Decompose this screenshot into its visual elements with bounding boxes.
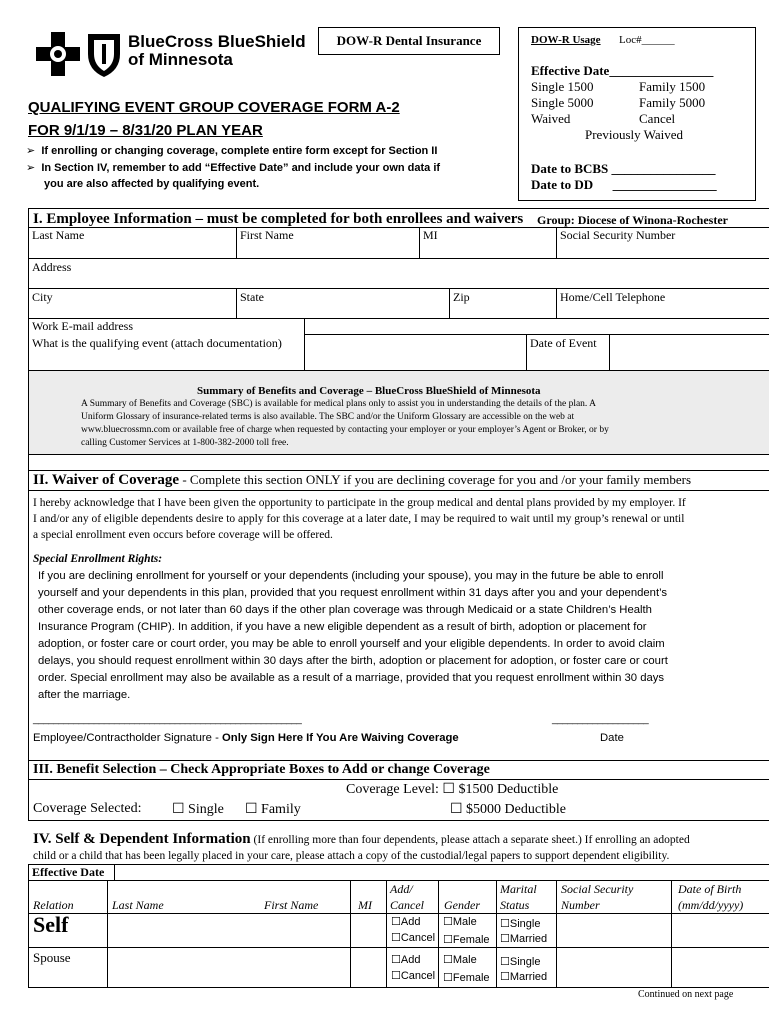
spouse-female-checkbox[interactable]: ☐Female bbox=[443, 972, 490, 984]
section-1-title: I. Employee Information – must be completed for both enrollees and waivers bbox=[33, 211, 524, 227]
address-label: Address bbox=[32, 260, 72, 274]
date-of-event-label: Date of Event bbox=[530, 336, 597, 350]
email-label: Work E-mail address bbox=[32, 319, 134, 333]
group-name: Group: Diocese of Winona-Rochester bbox=[537, 213, 728, 227]
spouse-add-checkbox[interactable]: ☐Add bbox=[391, 954, 421, 966]
col-first-name: First Name bbox=[264, 898, 319, 912]
section-3-title: III. Benefit Selection – Check Appropriate Boxes to Add or change Coverage bbox=[33, 762, 490, 777]
date-to-bcbs[interactable]: Date to BCBS ________________ bbox=[531, 161, 716, 176]
signature-line[interactable]: _____________________________________________________ bbox=[33, 714, 302, 725]
phone-field[interactable] bbox=[557, 289, 769, 319]
deductible-5000-checkbox[interactable]: ☐ $5000 Deductible bbox=[450, 802, 566, 817]
cancel: Cancel bbox=[639, 111, 676, 126]
spouse-married-checkbox[interactable]: ☐Married bbox=[500, 971, 548, 983]
arrow-bullet-icon: ➢ bbox=[26, 162, 36, 174]
col-status: Status bbox=[500, 898, 530, 912]
self-married-checkbox[interactable]: ☐Married bbox=[500, 933, 548, 945]
last-name-field[interactable] bbox=[28, 227, 237, 259]
col-last-name: Last Name bbox=[112, 898, 164, 912]
col-mi: MI bbox=[358, 898, 372, 912]
single-1500: Single 1500 bbox=[531, 79, 594, 94]
waived: Waived bbox=[531, 111, 571, 126]
section-4-note-2: child or a child that has been legally placed in your care, please attach a copy of the custodial/legal papers to support dependent eligibility. bbox=[33, 850, 670, 862]
bcbs-logo bbox=[36, 30, 306, 80]
effective-date-field[interactable]: Effective Date________________ bbox=[531, 63, 714, 78]
section-4-note: (If enrolling more than four dependents, please attach a separate sheet.) If enrolling an adopted bbox=[250, 834, 690, 846]
continued-note: Continued on next page bbox=[638, 989, 734, 1000]
section-2-title-row bbox=[33, 472, 691, 489]
special-line-6: delays, you should request enrollment within 30 days after the birth, adoption or placement for adoption, or foster care or court bbox=[38, 655, 668, 667]
col-add: Add/ bbox=[390, 882, 413, 896]
section-2-subtitle: - Complete this section ONLY if you are declining coverage for you and /or your family members bbox=[179, 472, 692, 487]
sbc-box bbox=[28, 371, 769, 455]
state-field[interactable] bbox=[237, 289, 450, 319]
ack-line-1: I hereby acknowledge that I have been given the opportunity to participate in the group medical and dental plans provided by my employer. If bbox=[33, 497, 686, 509]
special-line-4: Insurance Program (CHIP). In addition, if you have a new eligible dependent as a result of birth, adoption or placement for bbox=[38, 621, 647, 633]
signature-label-row bbox=[33, 732, 459, 744]
signature-label: Employee/Contractholder Signature - bbox=[33, 732, 223, 744]
plan-year: FOR 9/1/19 – 8/31/20 PLAN YEAR bbox=[28, 122, 263, 139]
arrow-bullet-icon: ➢ bbox=[26, 145, 36, 157]
self-add-checkbox[interactable]: ☐Add bbox=[391, 916, 421, 928]
section-2-title: II. Waiver of Coverage bbox=[33, 472, 180, 488]
date-of-event-field[interactable] bbox=[610, 335, 769, 371]
product-box: DOW-R Dental Insurance bbox=[318, 27, 500, 55]
sbc-title: Summary of Benefits and Coverage – BlueCross BlueShield of Minnesota bbox=[197, 385, 541, 397]
zip-label: Zip bbox=[453, 290, 470, 304]
family-1500: Family 1500 bbox=[639, 79, 706, 94]
usage-label: DOW-R Usage bbox=[531, 34, 601, 46]
spouse-cancel-checkbox[interactable]: ☐Cancel bbox=[391, 970, 436, 982]
address-field[interactable] bbox=[28, 259, 769, 289]
col-gender: Gender bbox=[444, 898, 480, 912]
first-name-label: First Name bbox=[240, 228, 294, 242]
self-male-checkbox[interactable]: ☐Male bbox=[443, 916, 477, 928]
date-label: Date bbox=[600, 732, 624, 744]
spouse-male-checkbox[interactable]: ☐Male bbox=[443, 954, 477, 966]
ack-line-3: a special enrollment even occurs before coverage will be offered. bbox=[33, 529, 333, 541]
qualifying-event-label: What is the qualifying event (attach documentation) bbox=[32, 336, 282, 350]
bullet-1: ➢ If enrolling or changing coverage, complete entire form except for Section II bbox=[26, 145, 438, 157]
email-label-cell bbox=[28, 319, 305, 335]
sbc-line-1: A Summary of Benefits and Coverage (SBC) is available for medical plans only to assist you in understanding the details of the plan. A bbox=[81, 399, 597, 409]
bullet-2-cont: you are also affected by qualifying event. bbox=[44, 178, 260, 190]
effective-date-label bbox=[28, 864, 115, 881]
special-line-1: If you are declining enrollment for yourself or your dependents (including your spouse), you may in the future be able to enroll bbox=[38, 570, 664, 582]
loc-label: Loc#______ bbox=[619, 34, 675, 46]
self-female-checkbox[interactable]: ☐Female bbox=[443, 934, 490, 946]
form-title: QUALIFYING EVENT GROUP COVERAGE FORM A-2 bbox=[28, 99, 400, 116]
date-line[interactable]: ___________________ bbox=[552, 714, 649, 725]
col-dob-format: (mm/dd/yyyy) bbox=[678, 898, 744, 912]
section-4-title-row bbox=[33, 831, 690, 848]
family-checkbox[interactable]: ☐ Family bbox=[245, 802, 301, 817]
sbc-line-4: calling Customer Services at 1-800-382-2000 toll free. bbox=[81, 438, 289, 448]
first-name-field[interactable] bbox=[237, 227, 420, 259]
self-cancel-checkbox[interactable]: ☐Cancel bbox=[391, 932, 436, 944]
col-cancel: Cancel bbox=[390, 898, 424, 912]
effective-date-text: Effective Date bbox=[32, 865, 105, 879]
self-single-checkbox[interactable]: ☐Single bbox=[500, 918, 541, 930]
special-line-8: after the marriage. bbox=[38, 689, 131, 701]
bullet-2: ➢ In Section IV, remember to add “Effective Date” and include your own data if bbox=[26, 162, 441, 174]
signature-warning: Only Sign Here If You Are Waiving Coverage bbox=[222, 732, 459, 744]
city-label: City bbox=[32, 290, 53, 304]
logo-text-line1: BlueCross BlueShield bbox=[128, 32, 306, 51]
col-ssn: Social Security bbox=[561, 882, 634, 896]
email-field[interactable] bbox=[305, 319, 769, 335]
date-of-event-label-cell bbox=[527, 335, 610, 371]
special-line-2: yourself and your dependents in this plan, provided that you request enrollment within 31 days after you and your dependent’s bbox=[38, 587, 668, 599]
special-line-5: adoption, or foster care or court order, you may be able to enroll yourself and your eligible dependents. In order to avoid claim bbox=[38, 638, 665, 650]
state-label: State bbox=[240, 290, 264, 304]
mi-field[interactable] bbox=[420, 227, 557, 259]
phone-label: Home/Cell Telephone bbox=[560, 290, 666, 304]
blue-cross-icon bbox=[36, 32, 80, 76]
special-enrollment-title: Special Enrollment Rights: bbox=[33, 553, 163, 565]
previously-waived: Previously Waived bbox=[585, 127, 684, 142]
sbc-line-2: Uniform Glossary of insurance-related terms is also available. The SBC and/or the Uniform Glossary are accessible on the web at bbox=[81, 412, 575, 422]
coverage-selected-label: Coverage Selected: bbox=[33, 801, 142, 816]
logo-text-line2: of Minnesota bbox=[128, 50, 233, 69]
coverage-level[interactable]: Coverage Level: ☐ $1500 Deductible bbox=[346, 782, 559, 797]
section-4-title: IV. Self & Dependent Information bbox=[33, 831, 251, 847]
special-line-3: other coverage ends, or not later than 60 days if the other plan coverage was through Medicaid or a state Children’s Health bbox=[38, 604, 652, 616]
single-5000: Single 5000 bbox=[531, 95, 594, 110]
single-checkbox[interactable]: ☐ Single bbox=[172, 802, 224, 817]
col-marital: Marital bbox=[500, 882, 537, 896]
col-dob: Date of Birth bbox=[678, 882, 742, 896]
ssn-field[interactable] bbox=[557, 227, 769, 259]
sbc-line-3: www.bluecrossmn.com or available free of charge when requested by contacting your employer or your employer’s Agent or Broker, or by bbox=[81, 425, 609, 435]
relation-spouse: Spouse bbox=[33, 950, 71, 965]
blue-shield-icon bbox=[84, 30, 124, 78]
ack-line-2: I and/or any of eligible dependents desire to apply for this coverage at a later date, I may be required to wait until my group’s renewal or until bbox=[33, 513, 685, 525]
date-to-dd[interactable]: Date to DD ________________ bbox=[531, 177, 717, 192]
special-line-7: order. Special enrollment may also be available as a result of a marriage, provided that you request enrollment within 30 days bbox=[38, 672, 665, 684]
spouse-single-checkbox[interactable]: ☐Single bbox=[500, 956, 541, 968]
qualifying-event-label-cell bbox=[28, 335, 305, 371]
qualifying-event-field[interactable] bbox=[305, 335, 527, 371]
usage-box bbox=[518, 27, 756, 201]
last-name-label: Last Name bbox=[32, 228, 85, 242]
relation-self: Self bbox=[33, 912, 69, 937]
city-field[interactable] bbox=[28, 289, 237, 319]
family-5000: Family 5000 bbox=[639, 95, 706, 110]
mi-label: MI bbox=[423, 228, 438, 242]
zip-field[interactable] bbox=[450, 289, 557, 319]
ssn-label: Social Security Number bbox=[560, 228, 676, 242]
col-relation: Relation bbox=[33, 898, 74, 912]
col-ssn-number: Number bbox=[561, 898, 600, 912]
